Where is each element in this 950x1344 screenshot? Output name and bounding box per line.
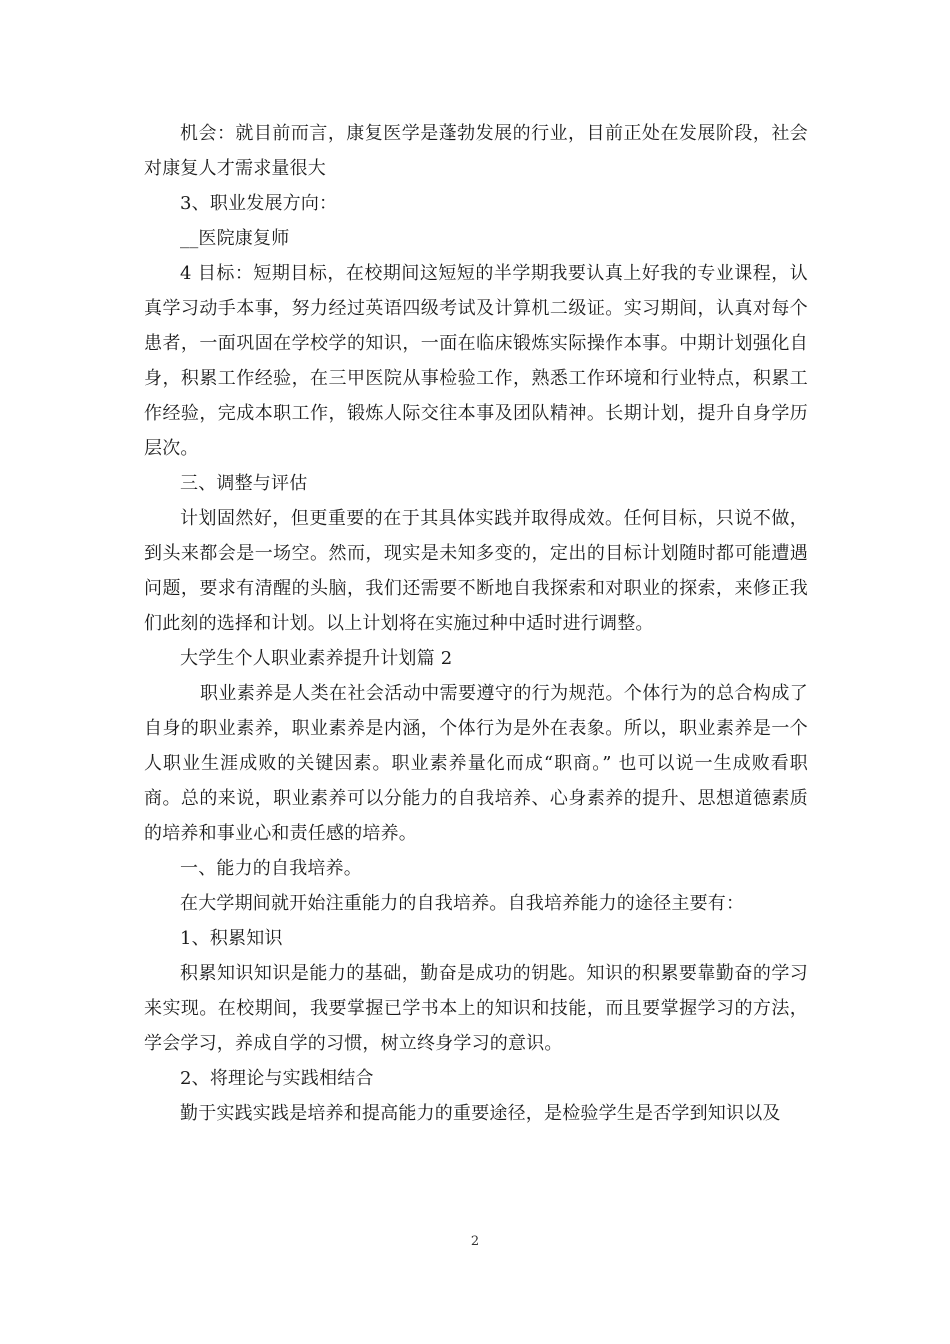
paragraph-ability-ways: 在大学期间就开始注重能力的自我培养。自我培养能力的途径主要有： [180, 893, 745, 914]
heading-ability-cultivation: 一、能力的自我培养。 [180, 858, 362, 879]
heading-adjust-evaluate: 三、调整与评估 [180, 473, 308, 494]
heading-article-2: 大学生个人职业素养提升计划篇 2 [180, 648, 453, 669]
paragraph-accumulate-knowledge: 积累知识知识是能力的基础，勤奋是成功的钥匙。知识的积累要靠勤奋的学习来实现。在校期间，我要掌握已学书本上的知识和技能，而且要掌握学习的方法，学会学习，养成自学的习惯，树立终身学习的意识。 [144, 963, 808, 1054]
paragraph-plan-practice: 计划固然好，但更重要的在于其具体实践并取得成效。任何目标，只说不做，到头来都会是一场空。然而，现实是未知多变的，定出的目标计划随时都可能遭遇问题，要求有清醒的头脑，我们还需要不断地自我探索和对职业的探索，来修正我们此刻的选择和计划。以上计划将在实施过种中适时进行调整。 [144, 508, 808, 634]
paragraph-practice: 勤于实践实践是培养和提高能力的重要途径，是检验学生是否学到知识以及 [180, 1103, 781, 1124]
page-number: 2 [470, 1234, 480, 1249]
paragraph-goals: 4 目标：短期目标，在校期间这短短的半学期我要认真上好我的专业课程，认真学习动手本事，努力经过英语四级考试及计算机二级证。实习期间，认真对每个患者，一面巩固在学校学的知识，一面在临床锻炼实际操作本事。中期计划强化自身，积累工作经验，在三甲医院从事检验工作，熟悉工作环境和行业特点，积累工作经验，完成本职工作，锻炼人际交往本事及团队精神。长期计划，提升自身学历层次。 [144, 263, 808, 459]
heading-career-direction: 3、职业发展方向： [180, 193, 338, 214]
paragraph-opportunity: 机会：就目前而言，康复医学是蓬勃发展的行业，目前正处在发展阶段，社会对康复人才需求量很大 [144, 123, 808, 179]
heading-accumulate-knowledge: 1、积累知识 [180, 928, 283, 949]
paragraph-professional-quality: 职业素养是人类在社会活动中需要遵守的行为规范。个体行为的总合构成了自身的职业素养，职业素养是内涵，个体行为是外在表象。所以，职业素养是一个人职业生涯成败的关键因素。职业素养量化而成“职商。” 也可以说一生成败看职商。总的来说，职业素养可以分能力的自我培养、心身素养的提升、思想道德素质的培养和事业心和责任感的培养。 [144, 683, 808, 844]
paragraph-hospital-rehab: __医院康复师 [180, 228, 290, 249]
document-body [144, 116, 808, 1131]
heading-theory-practice: 2、将理论与实践相结合 [180, 1068, 374, 1089]
